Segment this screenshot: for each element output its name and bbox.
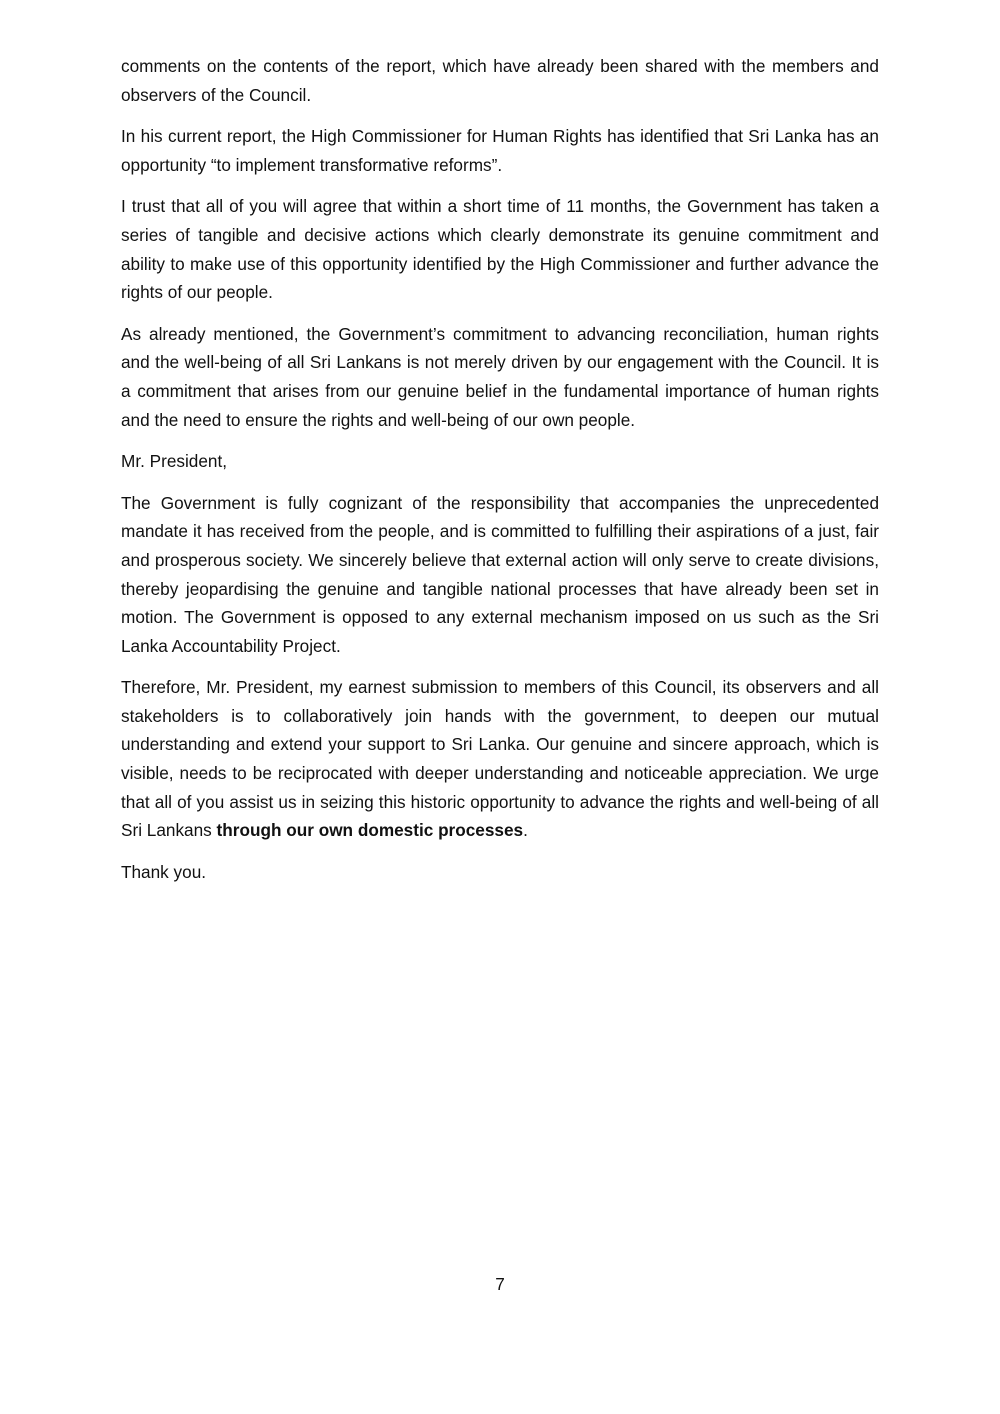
- paragraph-report-comments: comments on the contents of the report, which have already been shared with the members and observers of the Council.: [121, 56, 879, 105]
- paragraph-earnest-submission: [121, 673, 879, 845]
- paragraph-high-commissioner-report: In his current report, the High Commissioner for Human Rights has identified that Sri Lanka has an opportunity “to implement transformative reforms”.: [121, 126, 879, 175]
- page-number: 7: [495, 1274, 505, 1294]
- paragraph-government-actions: I trust that all of you will agree that within a short time of 11 months, the Government has taken a series of tangible and decisive actions which clearly demonstrate its genuine commitment and ability to make use of this opportunity identified by the High Commissioner and further advance the rights of our people.: [121, 196, 879, 303]
- paragraph-government-commitment: As already mentioned, the Government’s commitment to advancing reconciliation, human rights and the well-being of all Sri Lankans is not merely driven by our engagement with the Council. It is a commitment that arises from our genuine belief in the fundamental importance of human rights and the need to ensure the rights and well-being of our own people.: [121, 323, 879, 430]
- document-body: [121, 52, 879, 899]
- closing-thank-you: Thank you.: [121, 861, 207, 882]
- domestic-processes-emphasis: through our own domestic processes: [216, 820, 524, 841]
- paragraph-responsibility-and-mandate: The Government is fully cognizant of the responsibility that accompanies the unprecedented mandate it has received from the people, and is committed to fulfilling their aspirations of a just, fair and prosperous society. We sincerely believe that external action will only serve to create divisions, thereby jeopardising the genuine and tangible national processes that have already been set in motion. The Government is opposed to any external mechanism imposed on us such as the Sri Lanka Accountability Project.: [121, 492, 879, 656]
- submission-text: Therefore, Mr. President, my earnest submission to members of this Council, its observers and all stakeholders is to collaboratively join hands with the government, to deepen our mutual understanding and extend your support to Sri Lanka. Our genuine and sincere approach, which is visible, needs to be reciprocated with deeper understanding and noticeable appreciation. We urge that all of you assist us in seizing this historic opportunity to advance the rights and well-being of all Sri Lankans: [121, 677, 879, 841]
- submission-ending-punctuation: .: [523, 820, 528, 841]
- salutation-mr-president: Mr. President,: [121, 451, 228, 472]
